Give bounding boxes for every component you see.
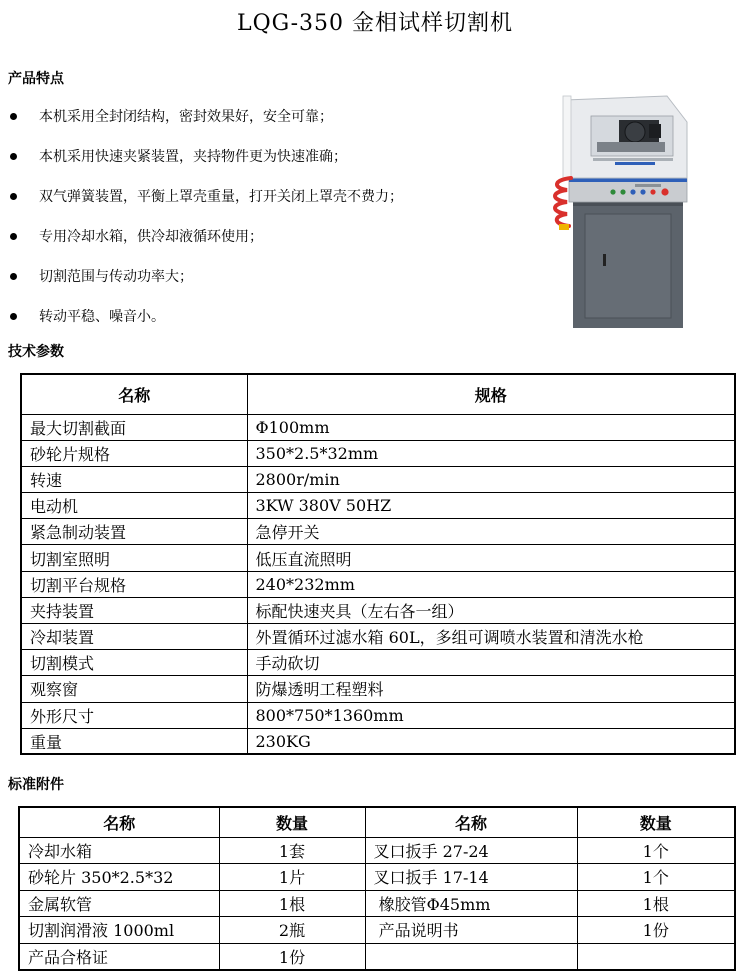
table-header-row: [19, 807, 735, 837]
table-row: [21, 545, 735, 571]
spec-name: 切割平台规格: [21, 571, 247, 597]
spec-name: 切割室照明: [21, 545, 247, 571]
feature-item: 本机采用快速夹紧装置，夹持物件更为快速准确；: [8, 136, 528, 176]
table-row: [21, 414, 735, 440]
table-row: [21, 466, 735, 492]
bullet-icon: [10, 313, 17, 320]
spec-name: 转速: [21, 466, 247, 492]
accessory-qty: [577, 943, 735, 970]
spec-value: 手动砍切: [247, 650, 735, 676]
bullet-icon: [10, 153, 17, 160]
spec-name: 紧急制动装置: [21, 519, 247, 545]
spec-value: 230KG: [247, 728, 735, 754]
accessory-qty: 1个: [577, 837, 735, 864]
table-row: [21, 597, 735, 623]
bullet-icon: [10, 193, 17, 200]
spec-value: 350*2.5*32mm: [247, 440, 735, 466]
table-row: [21, 440, 735, 466]
column-header: 名称: [365, 807, 577, 837]
table-row: [19, 917, 735, 944]
spec-value: 低压直流照明: [247, 545, 735, 571]
spec-value: 标配快速夹具（左右各一组）: [247, 597, 735, 623]
specs-heading: 技术参数: [8, 344, 64, 360]
accessory-qty: 1根: [219, 890, 365, 917]
table-row: [21, 571, 735, 597]
spec-name: 外形尺寸: [21, 702, 247, 728]
spec-value: 外置循环过滤水箱 60L，多组可调喷水装置和清洗水枪: [247, 624, 735, 650]
accessory-qty: 2瓶: [219, 917, 365, 944]
accessories-heading: 标准附件: [8, 777, 64, 793]
table-row: [19, 943, 735, 970]
spec-name: 夹持装置: [21, 597, 247, 623]
features-heading: 产品特点: [8, 71, 64, 87]
accessory-qty: 1根: [577, 890, 735, 917]
accessory-name: [365, 943, 577, 970]
spec-name: 砂轮片规格: [21, 440, 247, 466]
column-header: 名称: [19, 807, 219, 837]
accessory-qty: 1片: [219, 864, 365, 891]
cutting-machine-image: [545, 92, 695, 332]
spec-value: 3KW 380V 50HZ: [247, 493, 735, 519]
bullet-icon: [10, 233, 17, 240]
accessory-qty: 1套: [219, 837, 365, 864]
features-list: [8, 96, 528, 336]
accessory-name: 橡胶管Φ45mm: [365, 890, 577, 917]
table-row: [19, 837, 735, 864]
accessory-name: 砂轮片 350*2.5*32: [19, 864, 219, 891]
spec-value: Φ100mm: [247, 414, 735, 440]
spec-value: 240*232mm: [247, 571, 735, 597]
spec-name: 切割模式: [21, 650, 247, 676]
accessory-qty: 1个: [577, 864, 735, 891]
feature-item: 转动平稳、噪音小。: [8, 296, 528, 336]
spec-value: 急停开关: [247, 519, 735, 545]
spec-name: 重量: [21, 728, 247, 754]
accessories-table: [18, 806, 736, 971]
spec-name: 观察窗: [21, 676, 247, 702]
feature-item: 专用冷却水箱，供冷却液循环使用；: [8, 216, 528, 256]
table-row: [21, 702, 735, 728]
accessory-name: 叉口扳手 17-14: [365, 864, 577, 891]
column-header: 名称: [21, 374, 247, 414]
spec-value: 800*750*1360mm: [247, 702, 735, 728]
spec-name: 冷却装置: [21, 624, 247, 650]
table-row: [21, 493, 735, 519]
accessory-name: 冷却水箱: [19, 837, 219, 864]
accessory-qty: 1份: [577, 917, 735, 944]
table-row: [21, 650, 735, 676]
table-row: [21, 728, 735, 754]
page-title: LQG-350 金相试样切割机: [236, 11, 514, 36]
column-header: 数量: [577, 807, 735, 837]
feature-item: 切割范围与传动功率大；: [8, 256, 528, 296]
feature-item: 双气弹簧装置，平衡上罩壳重量，打开关闭上罩壳不费力；: [8, 176, 528, 216]
specs-table: [20, 373, 736, 755]
table-row: [21, 624, 735, 650]
table-row: [21, 676, 735, 702]
accessory-name: 产品合格证: [19, 943, 219, 970]
table-header-row: [21, 374, 735, 414]
spec-value: 2800r/min: [247, 466, 735, 492]
spec-name: 最大切割截面: [21, 414, 247, 440]
accessory-qty: 1份: [219, 943, 365, 970]
table-row: [19, 864, 735, 891]
accessory-name: 切割润滑液 1000ml: [19, 917, 219, 944]
accessory-name: 产品说明书: [365, 917, 577, 944]
column-header: 数量: [219, 807, 365, 837]
bullet-icon: [10, 273, 17, 280]
accessory-name: 叉口扳手 27-24: [365, 837, 577, 864]
table-row: [21, 519, 735, 545]
accessory-name: 金属软管: [19, 890, 219, 917]
spec-name: 电动机: [21, 493, 247, 519]
table-row: [19, 890, 735, 917]
feature-item: 本机采用全封闭结构，密封效果好，安全可靠；: [8, 96, 528, 136]
column-header: 规格: [247, 374, 735, 414]
bullet-icon: [10, 113, 17, 120]
spec-value: 防爆透明工程塑料: [247, 676, 735, 702]
